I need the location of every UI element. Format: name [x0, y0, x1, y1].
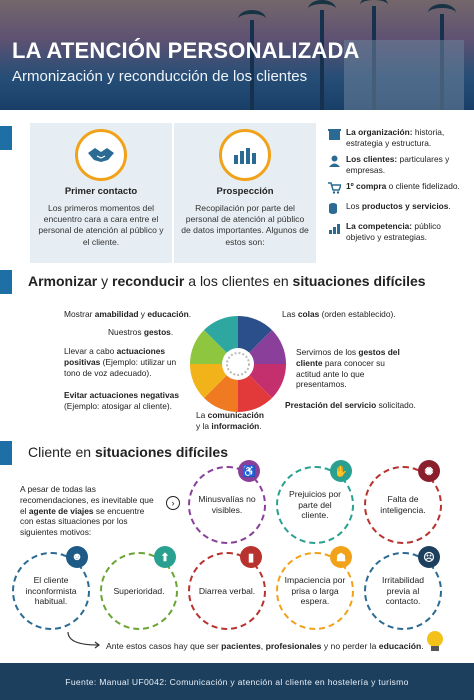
- card-title: Primer contacto: [64, 186, 138, 197]
- person-icon: ☻: [66, 546, 88, 568]
- list-item: 1º compra o cliente fidelizado.: [326, 181, 472, 195]
- up-arrow-icon: ⬆: [154, 546, 176, 568]
- wheel-label: Nuestros gestos.: [108, 327, 174, 337]
- card-text: Recopilación por parte del personal de atención al público de datos importantes. Algunos de estos son:: [181, 203, 309, 247]
- bubble-superioridad: Superioridad.: [100, 552, 178, 630]
- coins-icon: [326, 201, 342, 215]
- bubble-inteligencia: Falta de inteligencia.: [364, 466, 442, 544]
- intro-text: A pesar de todas las recomendaciones, es inevitable que el agente de viajes se encuentre con estas situaciones por los siguientes motivos:: [20, 484, 154, 537]
- color-wheel: [190, 316, 286, 412]
- bottle-icon: ▮: [240, 546, 262, 568]
- arrow-right-icon: ›: [166, 496, 180, 510]
- prospect-list: [326, 127, 472, 248]
- wheel-label: Servirnos de los gestos del cliente para conocer su actitud ante lo que presentamos.: [296, 347, 400, 390]
- bubble-minusvalias: Minusvalías no visibles.: [188, 466, 266, 544]
- page-subtitle: Armonización y reconducción de los clientes: [12, 68, 308, 85]
- card-primer-contacto: [30, 123, 172, 263]
- bubble-diarrea: Diarrea verbal.: [188, 552, 266, 630]
- section-marker: [0, 126, 12, 150]
- bottom-note: Ante estos casos hay que ser pacientes, profesionales y no perder la educación.: [106, 641, 424, 651]
- cart-icon: [326, 181, 342, 195]
- growth-icon: [326, 221, 342, 235]
- list-item: Los clientes: particulares y empresas.: [326, 154, 472, 175]
- angry-icon: ☹: [418, 546, 440, 568]
- curved-arrow-icon: [64, 630, 104, 650]
- hand-icon: ✋: [330, 460, 352, 482]
- wheel-label: Evitar actuaciones negativas (Ejemplo: atosigar al cliente).: [64, 390, 179, 411]
- section-marker: [0, 270, 12, 294]
- bubble-impaciencia: Impaciencia por prisa o larga espera.: [276, 552, 354, 630]
- runner-icon: ☗: [330, 546, 352, 568]
- section-marker: [0, 441, 12, 465]
- list-item: La competencia: público objetivo y estrategias.: [326, 221, 472, 242]
- card-title: Prospección: [216, 186, 274, 197]
- wheelchair-icon: ♿: [238, 460, 260, 482]
- bar-chart-icon: [219, 129, 271, 181]
- page-title: LA ATENCIÓN PERSONALIZADA: [12, 38, 360, 63]
- list-item: Los productos y servicios.: [326, 201, 472, 215]
- section-title: Cliente en situaciones difíciles: [28, 444, 228, 460]
- bubble-irritabilidad: Irritabilidad previa al contacto.: [364, 552, 442, 630]
- wheel-label: La comunicación y la información.: [196, 410, 264, 431]
- building-icon: [326, 127, 342, 141]
- lightbulb-icon: [424, 628, 446, 656]
- bubble-prejuicios: Prejuicios por parte del cliente.: [276, 466, 354, 544]
- card-prospeccion: [174, 123, 316, 263]
- card-text: Los primeros momentos del encuentro cara a cara entre el personal de atención al público y el cliente.: [38, 203, 164, 247]
- list-item: La organización: historia, estrategia y estructura.: [326, 127, 472, 148]
- brain-icon: ✺: [418, 460, 440, 482]
- wheel-label: Mostrar amabilidad y educación.: [64, 309, 192, 319]
- wheel-label: Prestación del servicio solicitado.: [285, 400, 416, 410]
- footer-source: Fuente: Manual UF0042: Comunicación y atención al cliente en hostelería y turismo: [0, 663, 474, 700]
- header-banner: [0, 0, 474, 110]
- handshake-icon: [75, 129, 127, 181]
- people-icon: [326, 154, 342, 168]
- bubble-inconformista: El cliente inconformista habitual.: [12, 552, 90, 630]
- wheel-label: Llevar a cabo actuaciones positivas (Ejemplo: utilizar un tono de voz adecuado).: [64, 346, 177, 378]
- section-title: Armonizar y reconducir a los clientes en situaciones difíciles: [28, 273, 426, 289]
- wheel-label: Las colas (orden establecido).: [282, 309, 396, 319]
